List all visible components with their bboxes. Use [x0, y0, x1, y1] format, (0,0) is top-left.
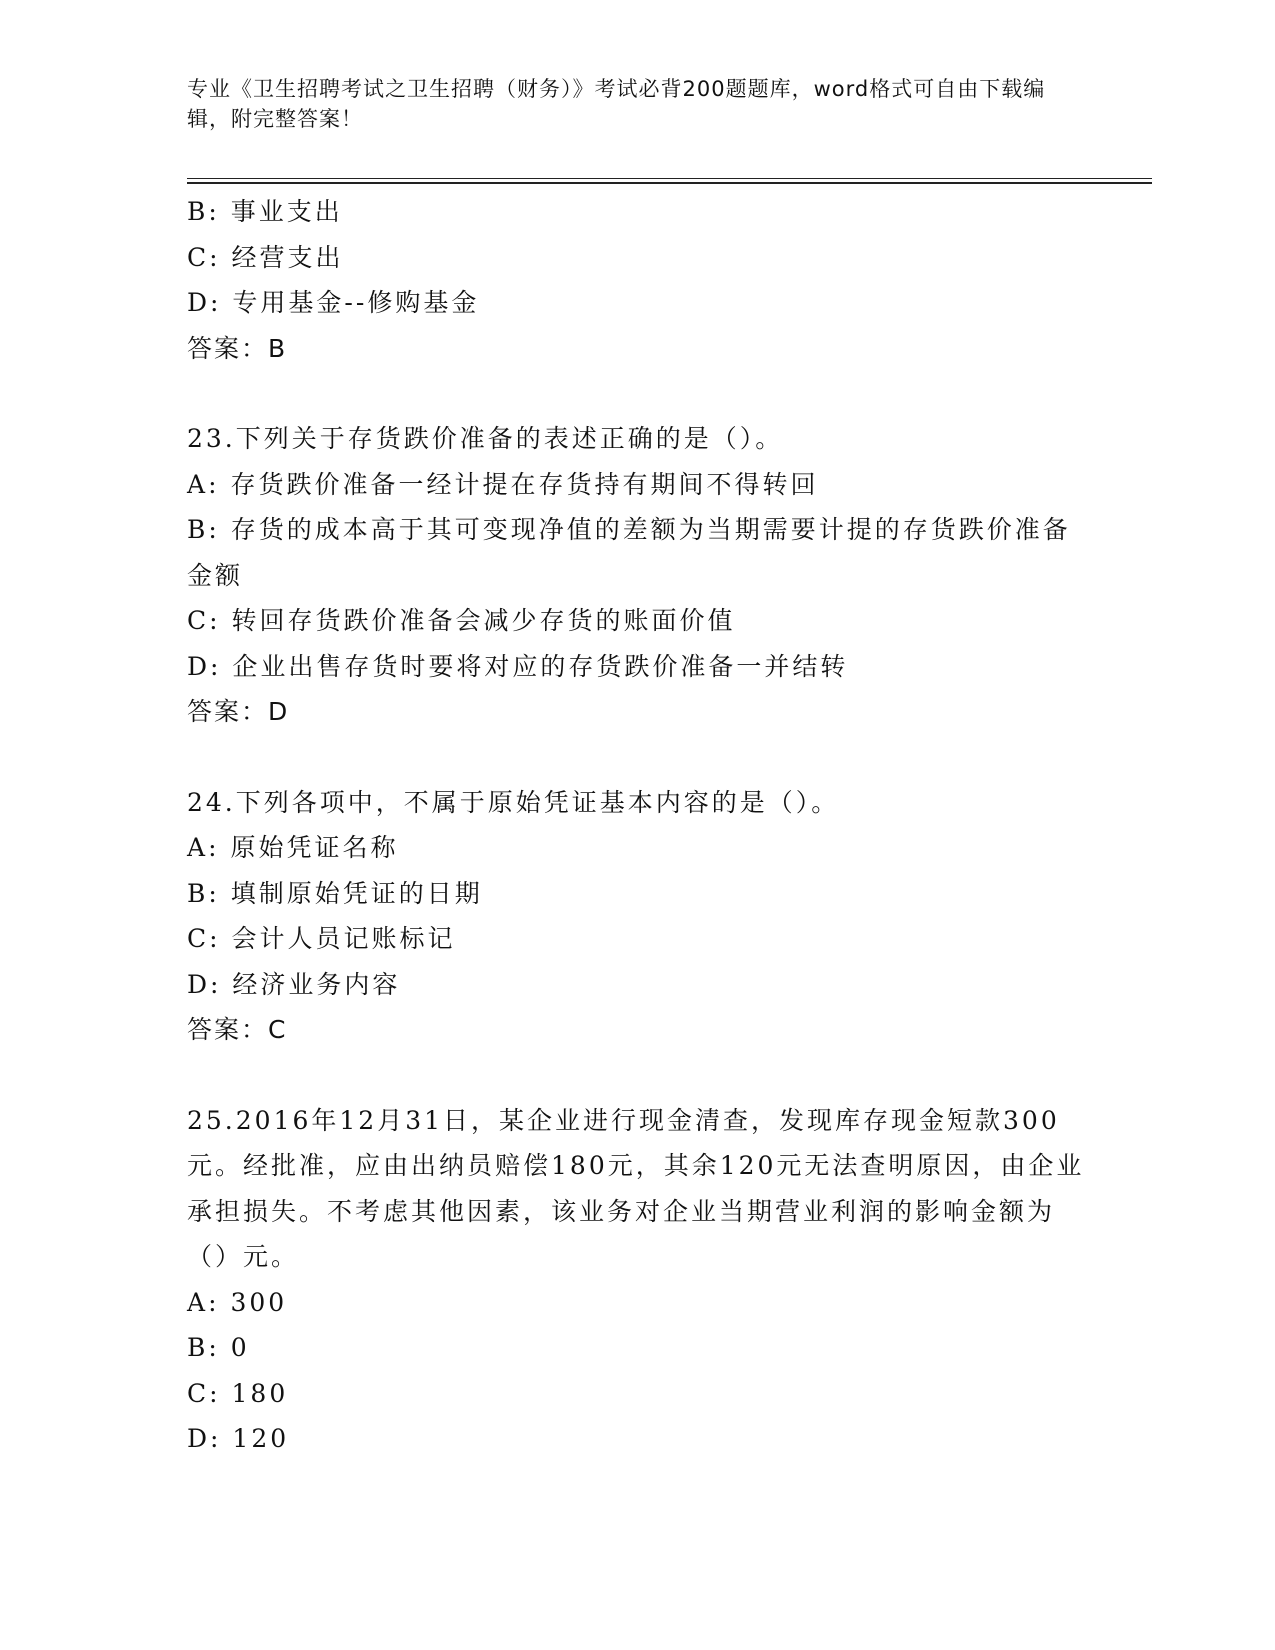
option-c: C : 会计人员记账标记 — [187, 924, 456, 953]
option-a: A : 存货跌价准备一经计提在存货持有期间不得转回 — [187, 469, 819, 499]
question-23 — [187, 416, 1087, 735]
option-b: B : 填制原始凭证的日期 — [187, 878, 483, 908]
option-d: D : 经济业务内容 — [187, 969, 401, 999]
question-stem: 24.下列各项中，不属于原始凭证基本内容的是（）。 — [187, 787, 840, 817]
answer-line: 答案：D — [187, 697, 290, 726]
option-d: D : 120 — [187, 1424, 290, 1453]
option-c: C : 经营支出 — [187, 242, 344, 272]
option-d: D : 专用基金--修购基金 — [187, 288, 480, 317]
header-title: 专业《卫生招聘考试之卫生招聘（财务）》考试必背200题题库，word格式可自由下载编辑，附完整答案！ — [187, 77, 1046, 131]
question-25 — [187, 1098, 1087, 1462]
option-c: C : 转回存货跌价准备会减少存货的账面价值 — [187, 606, 736, 635]
option-a: A : 原始凭证名称 — [187, 833, 399, 862]
option-d: D : 企业出售存货时要将对应的存货跌价准备一并结转 — [187, 651, 849, 681]
option-c: C : 180 — [187, 1378, 289, 1408]
question-list — [187, 189, 1087, 1462]
header-divider-thick — [187, 182, 1152, 184]
option-b: B: 存货的成本高于其可变现净值的差额为当期需要计提的存货跌价准备金额 — [187, 515, 1071, 590]
answer-line: 答案：C — [187, 1015, 288, 1044]
header-divider-thin — [187, 178, 1152, 179]
option-b: B : 0 — [187, 1333, 250, 1362]
question-22-continued — [187, 189, 1087, 371]
answer-line: 答案：B — [187, 333, 288, 363]
option-a: A : 300 — [187, 1287, 288, 1317]
question-24 — [187, 780, 1087, 1053]
option-b: B : 事业支出 — [187, 197, 343, 226]
question-stem: 25.2016年12月31日，某企业进行现金清查，发现库存现金短款300元。经批准，应由出纳员赔偿180元，其余120元无法查明原因，由企业承担损失。不考虑其他因素，该业务对企业当期营业利润的影响金额为（）元。 — [187, 1105, 1085, 1271]
question-stem: 23.下列关于存货跌价准备的表述正确的是（）。 — [187, 424, 784, 453]
document-header — [187, 74, 1067, 134]
